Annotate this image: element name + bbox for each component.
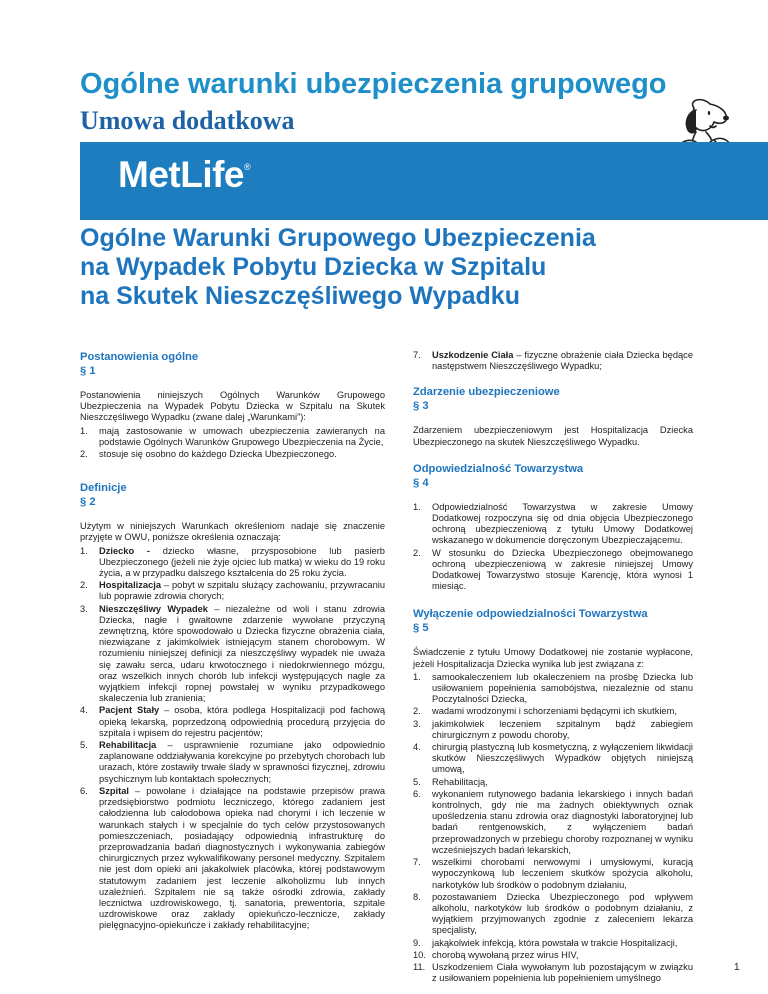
document-title-line: na Skutek Nieszczęśliwego Wypadku: [80, 282, 520, 310]
list-item: 5. Rehabilitacją,: [413, 776, 488, 787]
definition-item: 5. Rehabilitacja – usprawnienie rozumiane jako odpowiednio zaplanowane oddziaływania korekcyjne po przebytych chorobach lub urazach, które zostawiły trwałe ślady w sprawności fizycznej, zdrowiu psychicznym lub kontaktach społecznych;: [80, 740, 385, 784]
document-title: [80, 224, 700, 311]
section-heading: Definicje § 2: [80, 482, 127, 509]
definition-item: 3. Nieszczęśliwy Wypadek – niezależne od woli i stanu zdrowia Dziecka, nagłe i gwałtowne zdarzenie wywołane przyczyną zewnętrzną, które spowodowało u Dziecka fizyczne obrażenia ciała, niezwiązane z jakimkolwiek istniejącym stanem chorobowym. W rozumieniu niniejszej definicji za nieszczęśliwy wypadek nie uważa się zawału serca, udaru krwotocznego i niedokrwiennego mózgu, oraz wszelkich innych chorób lub infekcji występujących nagle za wyjątkiem infekcji ropnej powstałej w wyniku przypadkowego skaleczenia lub zranienia;: [80, 603, 385, 704]
right-column: [413, 350, 693, 993]
list-item: 2. W stosunku do Dziecka Ubezpieczonego obejmowanego ochroną ubezpieczeniową w zakresie niniejszej Umowy Dodatkowej Towarzystwo stosuje Karencję, która wynosi 1 miesiąc.: [413, 547, 693, 592]
definition-item: 6. Szpital – powołane i działające na podstawie przepisów prawa przedsiębiorstwo podmiotu leczniczego, którego zadaniem jest całodzienna lub całodobowa opieka nad chorymi i ich leczenie w warunkach stałych i w specjalnie do tych celów przystosowanych pomieszczeniach, posiadający odpowiednią infrastrukturę do przeprowadzania badań diagnostycznych i wykonywania zabiegów chirurgicznych przez wykwalifikowany personel medyczny. Szpitalem nie jest dom opieki ani jakakolwiek placówka, której podstawowym statutowym zadaniem jest leczenie alkoholizmu lub innych uzależnień. Szpitalem nie są także ośrodki zdrowia, zakłady lecznictwa uzdrowiskowego, tj. sanatoria, prewentoria, szpitale uzdrowiskowe oraz zakłady opiekuńczo-lecznicze, zakłady pielęgnacyjno-opiekuńcze i zakłady rehabilitacyjne;: [80, 785, 385, 931]
section-list: [413, 502, 693, 593]
list-item: 11. Uszkodzeniem Ciała wywołanym lub pozostającym w związku z usiłowaniem popełnienia lub popełnieniem umyślnego: [413, 961, 693, 984]
list-item: 1. samookaleczeniem lub okaleczeniem na prośbę Dziecka lub usiłowaniem popełnienia samobójstwa, niezależnie od stanu Poczytalności Dziecka,: [413, 671, 693, 705]
list-item: 1. Odpowiedzialność Towarzystwa w zakresie Umowy Dodatkowej rozpoczyna się od dnia objęcia Ubezpieczonego ochroną ubezpieczeniową z tytułu Umowy Dodatkowej wskazanego w dokumencie doręczonym Ubezpieczającemu.: [413, 501, 693, 546]
exclusion-list: [413, 672, 693, 984]
page-number: 1: [734, 962, 740, 973]
list-item: 10. chorobą wywołaną przez wirus HIV,: [413, 949, 579, 960]
list-item: 7. wszelkimi chorobami nerwowymi i umysłowymi, kuracją wypoczynkową lub leczeniem skutków spożycia alkoholu, narkotyków lub środków o podobnym działaniu,: [413, 857, 693, 890]
definition-list: [413, 350, 693, 372]
document-title-line: na Wypadek Pobytu Dziecka w Szpitalu: [80, 253, 547, 281]
definition-item: 7. Uszkodzenie Ciała – fizyczne obrażenie ciała Dziecka będące następstwem Nieszczęśliwego Wypadku;: [413, 350, 693, 372]
list-item: 6. wykonaniem rutynowego badania lekarskiego i innych badań kontrolnych, gdy nie ma żadnych obiektywnych oznak upośledzenia stanu zdrowia oraz diagnostyki laboratoryjnej lub badań rentgenowskich, z wyłączeniem badań przeprowadzonych w przebiegu choroby rozpoznanej w wyniku wcześniejszych badań lekarskich,: [413, 788, 693, 855]
left-column: [80, 350, 385, 941]
list-item: 9. jakąkolwiek infekcją, która powstała w trakcie Hospitalizacji,: [413, 937, 678, 948]
main-title: Ogólne warunki ubezpieczenia grupowego: [80, 68, 667, 100]
definition-list: [80, 546, 385, 932]
section-intro: Świadczenie z tytułu Umowy Dodatkowej nie zostanie wypłacone, jeżeli Hospitalizacja Dziecka wynika lub jest związana z:: [413, 647, 693, 669]
section-intro: Użytym w niniejszych Warunkach określeniom nadaje się znaczenie przyjęte w OWU, poniższe określenia oznaczają:: [80, 521, 385, 543]
list-item: 2. stosuje się osobno do każdego Dziecka Ubezpieczonego.: [80, 449, 337, 460]
subtitle: Umowa dodatkowa: [80, 106, 295, 135]
section-text: Zdarzeniem ubezpieczeniowym jest Hospitalizacja Dziecka Ubezpieczonego na skutek Nieszczęśliwego Wypadku.: [413, 425, 693, 447]
section-heading: Odpowiedzialność Towarzystwa § 4: [413, 462, 584, 489]
definition-item: 2. Hospitalizacja – pobyt w szpitalu służący zachowaniu, przywracaniu lub poprawie zdrowia chorych;: [80, 580, 385, 602]
list-item: 3. jakimkolwiek leczeniem szpitalnym bądź zabiegiem chirurgicznym z powodu choroby,: [413, 718, 693, 740]
section-heading: Zdarzenie ubezpieczeniowe § 3: [413, 386, 560, 413]
list-item: 1. mają zastosowanie w umowach ubezpieczenia zawieranych na podstawie Ogólnych Warunków Grupowego Ubezpieczenia na Życie,: [80, 425, 385, 447]
definition-item: 1. Dziecko - dziecko własne, przysposobione lub pasierb Ubezpieczonego (jeżeli nie żyje ojciec lub matka) w wieku do 19 roku życia, a w przypadku dalszego kształcenia do 25 roku życia.: [80, 545, 385, 579]
document-title-line: Ogólne Warunki Grupowego Ubezpieczenia: [80, 224, 596, 252]
list-item: 8. pozostawaniem Dziecka Ubezpieczonego pod wpływem alkoholu, narkotyków lub środków o podobnym działaniu, z wyjątkiem przyjmowanych zgodnie z zaleceniem lekarza specjalisty,: [413, 891, 693, 936]
metlife-logo: MetLife®: [118, 154, 251, 195]
section-heading: Postanowienia ogólne § 1: [80, 351, 199, 377]
section-heading: Wyłączenie odpowiedzialności Towarzystwa § 5: [413, 608, 648, 635]
definition-item: 4. Pacjent Stały – osoba, która podlega Hospitalizacji pod fachową opieką lekarską, poprzedzoną odpowiednią procedurą przyjęcia do szpitala i wpisem do rejestru pacjentów;: [80, 705, 386, 738]
section-intro: Postanowienia niniejszych Ogólnych Warunków Grupowego Ubezpieczenia na Wypadek Pobytu Dziecka w Szpitalu na Skutek Nieszczęśliwego Wypadku (zwane dalej „Warunkami”):: [80, 390, 385, 423]
list-item: 2. wadami wrodzonymi i schorzeniami będącymi ich skutkiem,: [413, 706, 677, 717]
section-list: [80, 426, 385, 461]
list-item: 4. chirurgią plastyczną lub kosmetyczną, z wyłączeniem likwidacji skutków Nieszczęśliwych Wypadków objętych niniejszą umową,: [413, 742, 693, 775]
